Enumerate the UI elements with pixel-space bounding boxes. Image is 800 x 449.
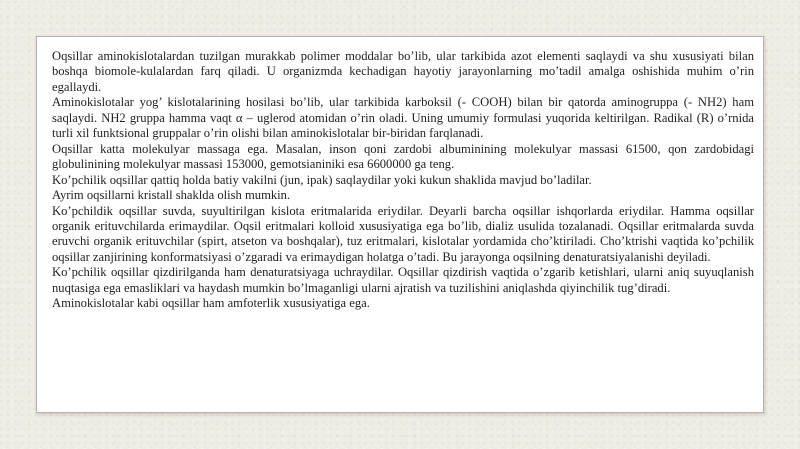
- document-text: [52, 49, 754, 312]
- document-panel: [36, 36, 764, 413]
- paragraph-4: Ko’pchilik oqsillar qattiq holda batiy vakilni (jun, ipak) saqlaydilar yoki kukun shaklida mavjud bo’ladilar.: [52, 172, 592, 187]
- paragraph-6: Ko’pchildik oqsillar suvda, suyultirilgan kislota eritmalarida eriydilar. Deyarli barcha oqsillar ishqorlarda eriydilar. Hamma oqsillar organik erituvchilarda erimaydilar. Oqsil eritmalari kolloid xususiyatiga ega bo’lib, dializ usulida tozalanadi. Oqsillar eritmalarda suvda eruvchi organik erituvchilar (spirt, atseton va boshqalar), tuz eritmalari, kislotalar yordamida cho’ktiriladi. Cho’ktrishi vaqtida ko’pchilik oqsillar zanjirining konformatsiyasi o’zgaradi va erimaydigan holatga o’tadi. Bu jarayonga oqsilning denaturatsiyalanishi deyiladi.: [52, 203, 754, 264]
- paragraph-3: Oqsillar katta molekulyar massaga ega. Masalan, inson qoni zardobi albuminining molekulyar massasi 61500, qon zardobidagi globulinining molekulyar massasi 153000, gemotsianiniki esa 6600000 ga teng.: [52, 141, 754, 172]
- paragraph-1: Oqsillar aminokislotalardan tuzilgan murakkab polimer moddalar bo’lib, ular tarkibida azot elementi saqlaydi va shu xususiyati bilan boshqa biomole-kulalardan farq qiladi. U organizmda kechadigan hayotiy jarayonlarning mo’tadil amalga oshishida muhim o’rin egallaydi.: [52, 49, 754, 94]
- paragraph-8: Aminokislotalar kabi oqsillar ham amfoterlik xususiyatiga ega.: [52, 296, 370, 311]
- paragraph-7: Ko’pchilik oqsillar qizdirilganda ham denaturatsiyaga uchraydilar. Oqsillar qizdirish vaqtida o’zgarib ketishlari, ularni aniq suyuqlanish nuqtasiga ega emasliklari va haydash mumkin bo’lmaganligi ularni ajratish va tuzilishini aniqlashda qiyinchilik tug’diradi.: [52, 265, 754, 295]
- paragraph-5: Ayrim oqsillarni kristall shaklda olish mumkin.: [52, 188, 291, 203]
- paragraph-2: Aminokislotalar yog’ kislotalarining hosilasi bo’lib, ular tarkibida karboksil (- COOH) bilan bir qatorda aminogruppa (- NH2) ham saqlaydi. NH2 gruppa hamma vaqt α – uglerod atomidan o’rin oladi. Uning umumiy formulasi yuqorida keltirilgan. Radikal (R) o’rnida turli xil funktsional gruppalar o’rin olishi bilan aminokislotalar bir-biridan farqlanadi.: [52, 95, 754, 141]
